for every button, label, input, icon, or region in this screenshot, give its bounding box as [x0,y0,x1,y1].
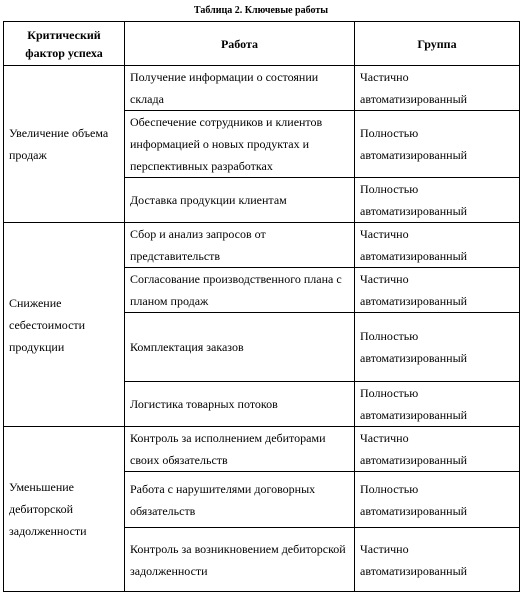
factor-cell: Снижение себестоимости продукции [4,223,125,427]
group-cell: Частично автоматизированный [355,223,520,268]
header-group: Группа [355,22,520,66]
group-cell: Полностью автоматизированный [355,472,520,528]
group-cell: Полностью автоматизированный [355,111,520,178]
work-cell: Доставка продукции клиентам [125,178,355,223]
table-row [4,427,520,472]
work-cell: Контроль за исполнением дебиторами своих обязательств [125,427,355,472]
work-cell: Контроль за возникновением дебиторской задолженности [125,528,355,592]
work-cell: Обеспечение сотрудников и клиентов информацией о новых продуктах и перспективных разработках [125,111,355,178]
group-cell: Полностью автоматизированный [355,382,520,427]
header-factor: Критический фактор успеха [4,22,125,66]
work-cell: Получение информации о состоянии склада [125,66,355,111]
group-cell: Частично автоматизированный [355,427,520,472]
work-cell: Работа с нарушителями договорных обязательств [125,472,355,528]
header-work: Работа [125,22,355,66]
group-cell: Полностью автоматизированный [355,178,520,223]
group-cell: Частично автоматизированный [355,528,520,592]
group-cell: Полностью автоматизированный [355,313,520,382]
table-caption: Таблица 2. Ключевые работы [193,5,329,16]
table-row [4,223,520,268]
header-row [4,22,520,66]
table-row [4,66,520,111]
work-cell: Логистика товарных потоков [125,382,355,427]
key-works-table [3,21,520,592]
factor-cell: Уменьшение дебиторской задолженности [4,427,125,592]
work-cell: Комплектация заказов [125,313,355,382]
group-cell: Частично автоматизированный [355,268,520,313]
work-cell: Согласование производственного плана с планом продаж [125,268,355,313]
factor-cell: Увеличение объема продаж [4,66,125,223]
group-cell: Частично автоматизированный [355,66,520,111]
work-cell: Сбор и анализ запросов от представительств [125,223,355,268]
